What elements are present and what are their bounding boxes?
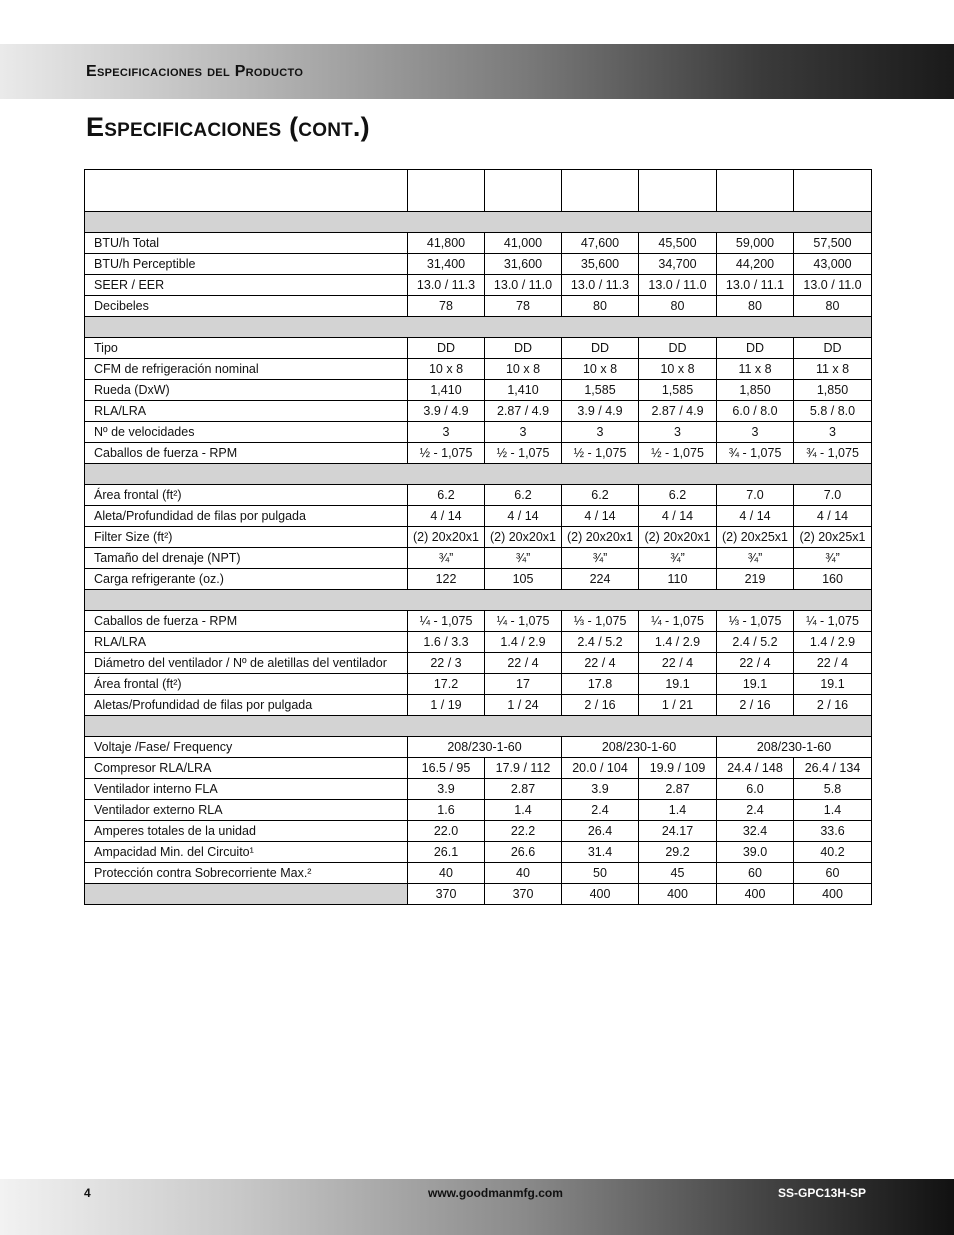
cell-value: ½ - 1,075 (408, 443, 485, 464)
cell-value: ¾” (485, 548, 562, 569)
cell-value: 3.9 / 4.9 (408, 401, 485, 422)
cell-value: 370 (408, 884, 485, 905)
cell-value: 47,600 (562, 233, 639, 254)
cell-value: ¼ - 1,075 (485, 611, 562, 632)
table-row (85, 884, 872, 905)
cell-value: 400 (562, 884, 639, 905)
cell-value: 60 (717, 863, 794, 884)
cell-value: 1.4 / 2.9 (794, 632, 872, 653)
cell-value: 10 x 8 (562, 359, 639, 380)
cell-value: 13.0 / 11.0 (639, 275, 717, 296)
cell-value: 50 (562, 863, 639, 884)
cell-value: 17.2 (408, 674, 485, 695)
cell-value: 2 / 16 (717, 695, 794, 716)
cell-value: 6.2 (562, 485, 639, 506)
specifications-table (84, 169, 872, 905)
cell-value: 1,850 (717, 380, 794, 401)
header-cell (485, 170, 562, 212)
cell-value: 17.9 / 112 (485, 758, 562, 779)
cell-value: 13.0 / 11.0 (485, 275, 562, 296)
cell-value: (2) 20x25x1 (717, 527, 794, 548)
cell-value: 17 (485, 674, 562, 695)
row-label: Área frontal (ft²) (85, 485, 408, 506)
cell-value: 6.2 (408, 485, 485, 506)
table-row (85, 758, 872, 779)
cell-value: 80 (717, 296, 794, 317)
section-header-row (85, 317, 872, 338)
cell-value: 80 (794, 296, 872, 317)
cell-value: ⅓ - 1,075 (717, 611, 794, 632)
table-row (85, 611, 872, 632)
row-label: Aleta/Profundidad de filas por pulgada (85, 506, 408, 527)
cell-value: 7.0 (717, 485, 794, 506)
cell-value: 20.0 / 104 (562, 758, 639, 779)
cell-value: 4 / 14 (485, 506, 562, 527)
cell-value: 40.2 (794, 842, 872, 863)
cell-value: 11 x 8 (717, 359, 794, 380)
header-cell (562, 170, 639, 212)
cell-value: 208/230-1-60 (408, 737, 562, 758)
cell-value: 3 (717, 422, 794, 443)
cell-value: ½ - 1,075 (485, 443, 562, 464)
table-row (85, 338, 872, 359)
cell-value: 22.2 (485, 821, 562, 842)
cell-value: 45 (639, 863, 717, 884)
cell-value: ¾ - 1,075 (794, 443, 872, 464)
table-row (85, 359, 872, 380)
cell-value: 1 / 24 (485, 695, 562, 716)
cell-value: 208/230-1-60 (717, 737, 872, 758)
cell-value: 33.6 (794, 821, 872, 842)
cell-value: 3.9 / 4.9 (562, 401, 639, 422)
cell-value: 22 / 4 (639, 653, 717, 674)
cell-value: 4 / 14 (562, 506, 639, 527)
row-label: BTU/h Total (85, 233, 408, 254)
cell-value: 6.2 (639, 485, 717, 506)
cell-value: 4 / 14 (639, 506, 717, 527)
table-row (85, 821, 872, 842)
row-label: Carga refrigerante (oz.) (85, 569, 408, 590)
header-cell (639, 170, 717, 212)
header-cell (85, 170, 408, 212)
row-label: Amperes totales de la unidad (85, 821, 408, 842)
cell-value: ¼ - 1,075 (639, 611, 717, 632)
cell-value: 26.4 / 134 (794, 758, 872, 779)
cell-value: (2) 20x20x1 (485, 527, 562, 548)
cell-value: (2) 20x20x1 (408, 527, 485, 548)
row-label: BTU/h Perceptible (85, 254, 408, 275)
cell-value: 60 (794, 863, 872, 884)
row-label: Voltaje /Fase/ Frequency (85, 737, 408, 758)
cell-value: 22 / 4 (717, 653, 794, 674)
cell-value: 2.4 / 5.2 (717, 632, 794, 653)
section-header-row (85, 716, 872, 737)
cell-value: 1.4 (794, 800, 872, 821)
cell-value: 2.4 / 5.2 (562, 632, 639, 653)
cell-value: 24.17 (639, 821, 717, 842)
cell-value: DD (408, 338, 485, 359)
cell-value: 3.9 (562, 779, 639, 800)
row-label: Tipo (85, 338, 408, 359)
cell-value: ¾” (562, 548, 639, 569)
cell-value: 1.6 / 3.3 (408, 632, 485, 653)
cell-value: 11 x 8 (794, 359, 872, 380)
row-label: Ventilador interno FLA (85, 779, 408, 800)
cell-value: 6.2 (485, 485, 562, 506)
table-row (85, 254, 872, 275)
row-label: Decibeles (85, 296, 408, 317)
table-row (85, 401, 872, 422)
table-row (85, 569, 872, 590)
row-label: Aletas/Profundidad de filas por pulgada (85, 695, 408, 716)
cell-value: ¾” (408, 548, 485, 569)
cell-value: 1,585 (562, 380, 639, 401)
cell-value: 105 (485, 569, 562, 590)
cell-value: 160 (794, 569, 872, 590)
cell-value: 19.1 (717, 674, 794, 695)
cell-value: 32.4 (717, 821, 794, 842)
cell-value: ½ - 1,075 (562, 443, 639, 464)
cell-value: 22.0 (408, 821, 485, 842)
cell-value: 2.4 (717, 800, 794, 821)
row-label: Caballos de fuerza - RPM (85, 611, 408, 632)
cell-value: 1.4 / 2.9 (639, 632, 717, 653)
table-row (85, 296, 872, 317)
page-number: 4 (84, 1186, 91, 1200)
cell-value: 2.4 (562, 800, 639, 821)
cell-value: 3 (408, 422, 485, 443)
cell-value: 10 x 8 (408, 359, 485, 380)
cell-value: 24.4 / 148 (717, 758, 794, 779)
cell-value: 1,850 (794, 380, 872, 401)
table-row (85, 422, 872, 443)
cell-value: DD (717, 338, 794, 359)
cell-value: 10 x 8 (639, 359, 717, 380)
cell-value: 2 / 16 (794, 695, 872, 716)
row-label: CFM de refrigeración nominal (85, 359, 408, 380)
table-row (85, 800, 872, 821)
cell-value: 44,200 (717, 254, 794, 275)
cell-value: 2.87 (639, 779, 717, 800)
cell-value: 78 (408, 296, 485, 317)
row-label: Ampacidad Min. del Circuito¹ (85, 842, 408, 863)
cell-value: 2.87 / 4.9 (639, 401, 717, 422)
table-row (85, 695, 872, 716)
row-label: Área frontal (ft²) (85, 674, 408, 695)
table-row (85, 863, 872, 884)
cell-value: 2 / 16 (562, 695, 639, 716)
row-label: Diámetro del ventilador / Nº de aletillas del ventilador (85, 653, 408, 674)
table-row (85, 779, 872, 800)
row-label: Rueda (DxW) (85, 380, 408, 401)
cell-value: 26.6 (485, 842, 562, 863)
header-title: Especificaciones del Producto (86, 63, 304, 80)
page-title: Especificaciones (cont.) (86, 112, 370, 142)
cell-value: 3 (562, 422, 639, 443)
table-header-row (85, 170, 872, 212)
cell-value: 22 / 4 (485, 653, 562, 674)
cell-value: 22 / 3 (408, 653, 485, 674)
cell-value: 1 / 21 (639, 695, 717, 716)
cell-value: 1,585 (639, 380, 717, 401)
cell-value: 219 (717, 569, 794, 590)
cell-value: 13.0 / 11.0 (794, 275, 872, 296)
table-row (85, 485, 872, 506)
cell-value: 22 / 4 (794, 653, 872, 674)
cell-value: 1,410 (408, 380, 485, 401)
cell-value: 400 (639, 884, 717, 905)
cell-value: DD (794, 338, 872, 359)
cell-value: 3 (794, 422, 872, 443)
cell-value: 5.8 (794, 779, 872, 800)
cell-value: 400 (794, 884, 872, 905)
cell-value: 1 / 19 (408, 695, 485, 716)
cell-value: 7.0 (794, 485, 872, 506)
cell-value: 22 / 4 (562, 653, 639, 674)
cell-value: 40 (408, 863, 485, 884)
cell-value: 6.0 (717, 779, 794, 800)
table-row (85, 380, 872, 401)
section-header-row (85, 464, 872, 485)
cell-value: 29.2 (639, 842, 717, 863)
cell-value: 2.87 (485, 779, 562, 800)
cell-value: ⅓ - 1,075 (562, 611, 639, 632)
cell-value: 4 / 14 (717, 506, 794, 527)
row-label: Tamaño del drenaje (NPT) (85, 548, 408, 569)
row-label: Filter Size (ft²) (85, 527, 408, 548)
cell-value: 19.1 (794, 674, 872, 695)
cell-value: 1.6 (408, 800, 485, 821)
cell-value: 10 x 8 (485, 359, 562, 380)
table-row (85, 674, 872, 695)
cell-value: 1.4 (485, 800, 562, 821)
cell-value: 1.4 (639, 800, 717, 821)
row-label (85, 884, 408, 905)
cell-value: 208/230-1-60 (562, 737, 717, 758)
cell-value: 80 (639, 296, 717, 317)
cell-value: ¼ - 1,075 (794, 611, 872, 632)
cell-value: (2) 20x20x1 (639, 527, 717, 548)
cell-value: 19.1 (639, 674, 717, 695)
cell-value: 57,500 (794, 233, 872, 254)
row-label: SEER / EER (85, 275, 408, 296)
table-row (85, 275, 872, 296)
row-label: Ventilador externo RLA (85, 800, 408, 821)
cell-value: ¼ - 1,075 (408, 611, 485, 632)
cell-value: 13.0 / 11.1 (717, 275, 794, 296)
cell-value: 4 / 14 (794, 506, 872, 527)
cell-value: 31,400 (408, 254, 485, 275)
table-row (85, 443, 872, 464)
cell-value: 39.0 (717, 842, 794, 863)
cell-value: ¾” (639, 548, 717, 569)
cell-value: 4 / 14 (408, 506, 485, 527)
cell-value: 13.0 / 11.3 (408, 275, 485, 296)
cell-value: 370 (485, 884, 562, 905)
footer-url: www.goodmanmfg.com (428, 1186, 563, 1200)
row-label: Nº de velocidades (85, 422, 408, 443)
table-row (85, 233, 872, 254)
cell-value: 80 (562, 296, 639, 317)
cell-value: 3 (485, 422, 562, 443)
cell-value: 17.8 (562, 674, 639, 695)
cell-value: 16.5 / 95 (408, 758, 485, 779)
cell-value: 5.8 / 8.0 (794, 401, 872, 422)
cell-value: 26.1 (408, 842, 485, 863)
section-header-row (85, 212, 872, 233)
cell-value: 110 (639, 569, 717, 590)
cell-value: 26.4 (562, 821, 639, 842)
table-row (85, 548, 872, 569)
cell-value: 19.9 / 109 (639, 758, 717, 779)
row-label: RLA/LRA (85, 632, 408, 653)
cell-value: 3.9 (408, 779, 485, 800)
row-label: Compresor RLA/LRA (85, 758, 408, 779)
row-label: Protección contra Sobrecorriente Max.² (85, 863, 408, 884)
cell-value: 41,000 (485, 233, 562, 254)
section-header-row (85, 590, 872, 611)
row-label: RLA/LRA (85, 401, 408, 422)
header-cell (794, 170, 872, 212)
cell-value: DD (485, 338, 562, 359)
document-code: SS-GPC13H-SP (778, 1186, 867, 1200)
cell-value: 3 (639, 422, 717, 443)
cell-value: 34,700 (639, 254, 717, 275)
cell-value: (2) 20x20x1 (562, 527, 639, 548)
cell-value: 41,800 (408, 233, 485, 254)
cell-value: 6.0 / 8.0 (717, 401, 794, 422)
cell-value: ½ - 1,075 (639, 443, 717, 464)
cell-value: 31,600 (485, 254, 562, 275)
cell-value: 2.87 / 4.9 (485, 401, 562, 422)
table-row (85, 653, 872, 674)
cell-value: 400 (717, 884, 794, 905)
cell-value: 45,500 (639, 233, 717, 254)
table-row (85, 527, 872, 548)
cell-value: 224 (562, 569, 639, 590)
cell-value: 31.4 (562, 842, 639, 863)
cell-value: 40 (485, 863, 562, 884)
cell-value: 35,600 (562, 254, 639, 275)
cell-value: DD (562, 338, 639, 359)
cell-value: 59,000 (717, 233, 794, 254)
cell-value: DD (639, 338, 717, 359)
cell-value: 122 (408, 569, 485, 590)
cell-value: ¾” (794, 548, 872, 569)
cell-value: ¾ - 1,075 (717, 443, 794, 464)
header-cell (717, 170, 794, 212)
cell-value: 78 (485, 296, 562, 317)
table-row (85, 632, 872, 653)
cell-value: 1.4 / 2.9 (485, 632, 562, 653)
header-cell (408, 170, 485, 212)
table-row (85, 842, 872, 863)
cell-value: 13.0 / 11.3 (562, 275, 639, 296)
cell-value: 43,000 (794, 254, 872, 275)
table-row (85, 506, 872, 527)
cell-value: ¾” (717, 548, 794, 569)
row-label: Caballos de fuerza - RPM (85, 443, 408, 464)
cell-value: 1,410 (485, 380, 562, 401)
cell-value: (2) 20x25x1 (794, 527, 872, 548)
table-row (85, 737, 872, 758)
